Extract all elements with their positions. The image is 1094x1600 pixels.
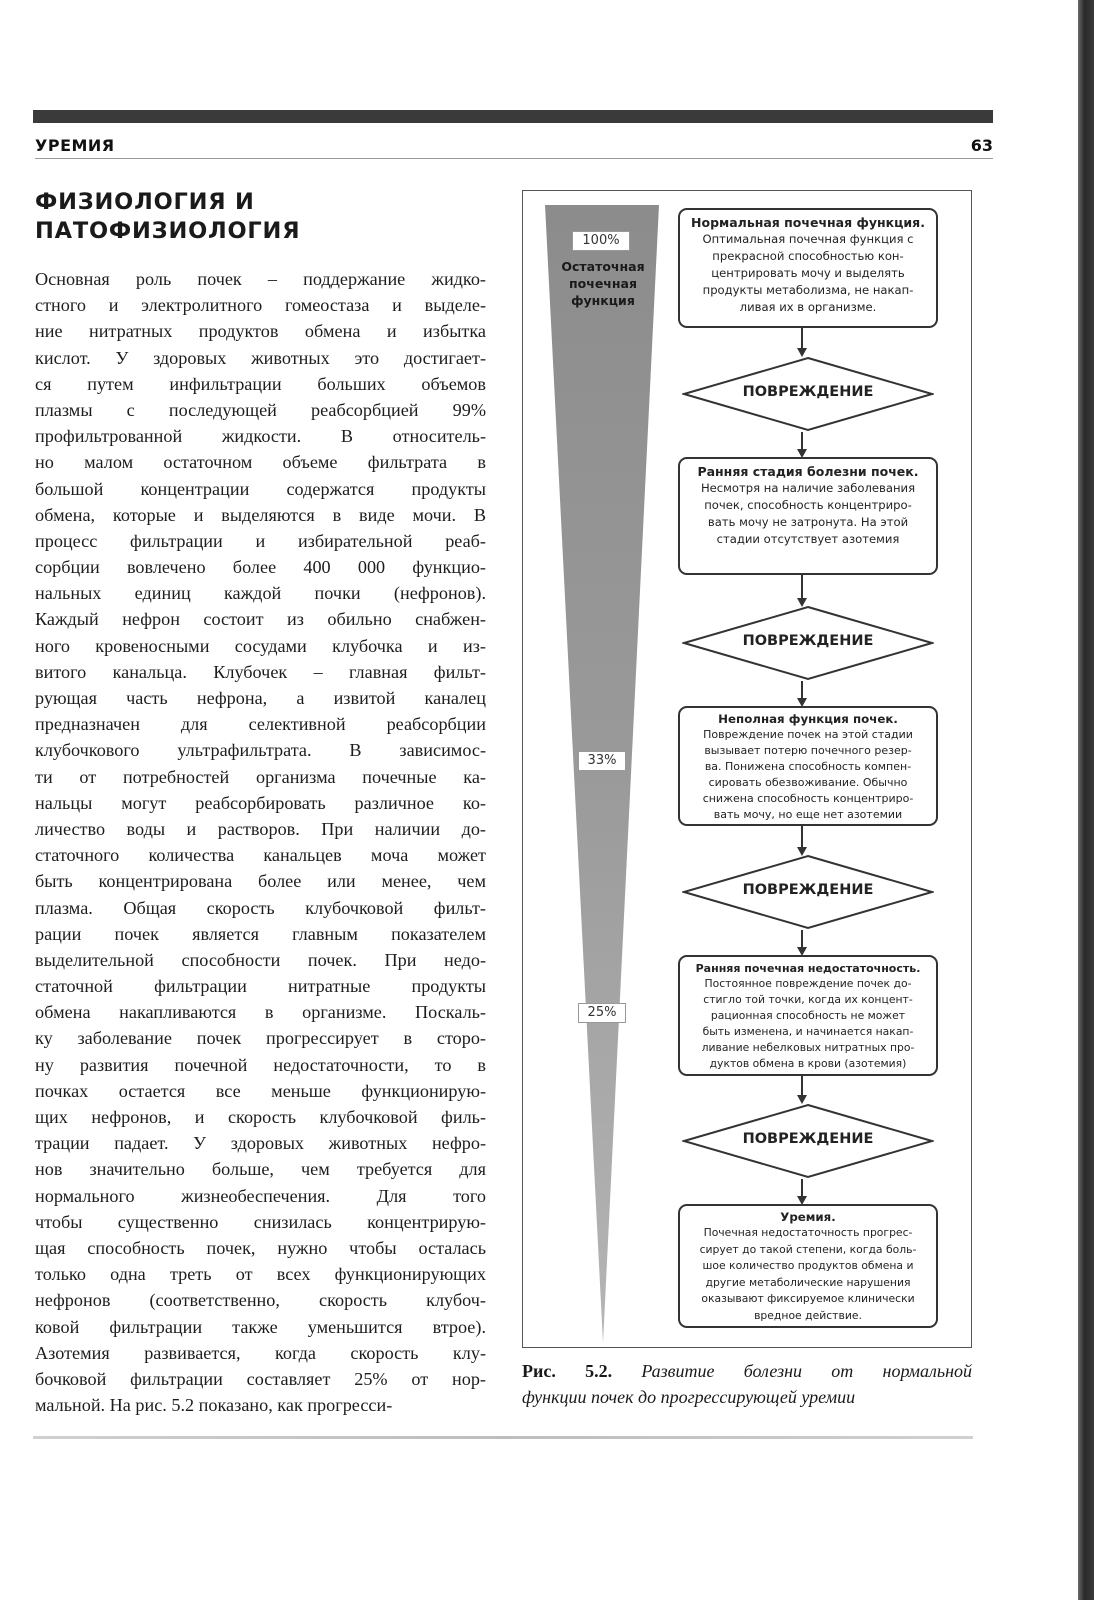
body-line: бочковой фильтрации составляет 25% от нор- — [35, 1368, 486, 1389]
stage-text: Повреждение почек на этой стадии вызывает потерю почечного резер- ва. Понижена способность компен- сировать обезвоживание. Обычно снижена способность концентриро- вать мочу, но еще нет азотемии — [702, 728, 914, 821]
arrow-down-icon — [796, 930, 808, 956]
percent-marker-100: 100% — [572, 231, 630, 251]
body-line: Основная роль почек – поддержание жидко- — [35, 269, 486, 289]
body-line: обмена накапливаются в организме. Поскаль- — [35, 1002, 486, 1023]
arrow-down-icon — [796, 575, 808, 607]
body-line: ти от потребностей организма почечные ка- — [35, 766, 486, 787]
header-bar — [33, 110, 993, 123]
damage-diamond-1 — [682, 356, 934, 432]
body-line: ковой фильтрации также уменьшится втрое). — [35, 1316, 486, 1337]
percent-marker-25: 25% — [578, 1003, 626, 1023]
body-line: ну развития почечной недостаточности, то в — [35, 1054, 486, 1075]
stage-box-normal — [678, 208, 938, 328]
body-line: ку заболевание почек прогрессирует в сторо- — [35, 1028, 486, 1049]
body-line: только одна треть от всех функционирующих — [35, 1264, 486, 1285]
damage-label: ПОВРЕЖДЕНИЕ — [742, 882, 874, 898]
running-header — [35, 136, 993, 159]
stage-text: Почечная недостаточность прогрес- сирует до такой степени, когда боль- шое количество продуктов обмена и другие метаболические нарушения оказывают фиксируемое клинически вредное действие. — [699, 1226, 917, 1322]
arrow-down-icon — [796, 681, 808, 707]
stage-title: Нормальная почечная функция. — [691, 215, 925, 230]
body-line: ние нитратных продуктов обмена и избытка — [35, 321, 486, 342]
body-line: большой концентрации содержатся продукты — [35, 478, 486, 499]
body-line: процесс фильтрации и избирательной реаб- — [35, 530, 486, 551]
body-line: сорбции вовлечено более 400 000 функцио- — [35, 557, 486, 578]
arrow-down-icon — [796, 1076, 808, 1104]
caption-text-2: функции почек до прогрессирующей уремии — [522, 1387, 856, 1407]
stage-text: Несмотря на наличие заболевания почек, способность концентриро- вать мочу не затронута. На этой стадии отсутствует азотемия — [700, 481, 916, 546]
damage-diamond-3 — [682, 854, 934, 930]
percent-marker-33: 33% — [578, 751, 626, 771]
caption-text-1: Развитие болезни от нормальной — [641, 1361, 973, 1381]
body-line: ного кровеносными сосудами клубочка и из- — [35, 635, 486, 656]
body-line: нальных единиц каждой почки (нефронов). — [35, 583, 486, 604]
stage-title: Ранняя стадия болезни почек. — [697, 464, 919, 479]
body-line: почках остается все меньше функционирую- — [35, 1080, 486, 1101]
body-line: витого канальца. Клубочек – главная фильт- — [35, 661, 486, 682]
body-line: нальцы могут реабсорбировать различное ко- — [35, 792, 486, 813]
running-title: УРЕМИЯ — [35, 136, 115, 155]
body-line: быть концентрирована более или менее, чем — [35, 871, 486, 892]
body-line: щая способность почек, нужно чтобы осталась — [35, 1237, 486, 1258]
stage-box-early-renal-failure — [678, 955, 938, 1076]
body-line: предназначен для селективной реабсорбции — [35, 714, 486, 735]
body-line: выделительной способности почек. При недо- — [35, 949, 486, 970]
stage-box-early-disease — [678, 457, 938, 575]
body-line: мальной. На рис. 5.2 показано, как прогресси- — [35, 1395, 393, 1416]
body-line: статочного количества канальцев моча может — [35, 845, 486, 866]
stage-box-incomplete-function — [678, 706, 938, 826]
body-line: трации падает. У здоровых животных нефро- — [35, 1133, 486, 1154]
arrow-down-icon — [796, 826, 808, 856]
damage-diamond-2 — [682, 605, 934, 681]
body-line: Азотемия развивается, когда скорость клу- — [35, 1342, 486, 1363]
body-line: кислот. У здоровых животных это достигает- — [35, 347, 486, 368]
body-line: рации почек является главным показателем — [35, 923, 486, 944]
body-line: нормального жизнеобеспечения. Для того — [35, 1185, 486, 1206]
stage-title: Неполная функция почек. — [718, 712, 898, 726]
body-line: щих нефронов, и скорость клубочковой филь- — [35, 1107, 486, 1127]
body-line: нефронов (соответственно, скорость клубоч- — [35, 1290, 486, 1311]
damage-label: ПОВРЕЖДЕНИЕ — [742, 384, 874, 400]
body-line: стного и электролитного гомеостаза и выделе- — [35, 295, 486, 316]
caption-label: Рис. 5.2. — [522, 1361, 613, 1381]
residual-function-wedge — [545, 205, 665, 1345]
damage-label: ПОВРЕЖДЕНИЕ — [742, 1131, 874, 1147]
wedge-label: Остаточная почечная функция — [561, 259, 645, 308]
bottom-rule — [33, 1436, 973, 1439]
stage-title: Уремия. — [780, 1210, 836, 1224]
stage-box-uremia — [678, 1204, 938, 1328]
body-line: плазмы с последующей реабсорбцией 99% — [35, 399, 486, 420]
body-line: Каждый нефрон состоит из обильно снабжен- — [35, 609, 486, 630]
body-line: статочной фильтрации нитратные продукты — [35, 976, 486, 997]
body-text — [35, 266, 486, 1418]
body-line: плазма. Общая скорость клубочковой фильт- — [35, 897, 486, 918]
body-line: нов значительно больше, чем требуется для — [35, 1159, 486, 1180]
body-line: ся путем инфильтрации больших объемов — [35, 373, 486, 394]
section-title: ФИЗИОЛОГИЯ И ПАТОФИЗИОЛОГИЯ — [35, 189, 301, 244]
body-line: рующая часть нефрона, а извитой каналец — [35, 688, 486, 708]
body-line: клубочкового ультрафильтрата. В зависимос- — [35, 740, 486, 761]
figure-caption — [522, 1358, 972, 1410]
body-line: личество воды и растворов. При наличии до- — [35, 818, 486, 839]
damage-label: ПОВРЕЖДЕНИЕ — [742, 633, 874, 649]
body-line: обмена, которые и выделяются в виде мочи. В — [35, 504, 486, 525]
arrow-down-icon — [796, 432, 808, 458]
arrow-down-icon — [796, 328, 808, 358]
arrow-down-icon — [796, 1179, 808, 1205]
body-line: но малом остаточном объеме фильтрата в — [35, 452, 486, 473]
body-line: профильтрованной жидкости. В относитель- — [35, 426, 486, 447]
page-number: 63 — [970, 136, 993, 155]
page-binding-edge — [1078, 0, 1094, 1600]
stage-text: Постоянное повреждение почек до- стигло той точки, когда их концент- рационная способность не может быть изменена, и начинается накап- ливание небелковых нитратных про- дуктов обмена в крови (азотемия) — [701, 977, 915, 1070]
damage-diamond-4 — [682, 1103, 934, 1179]
stage-text: Оптимальная почечная функция с прекрасной способностью кон- центрировать мочу и выделять продукты метаболизма, не накап- ливая их в организме. — [702, 232, 914, 314]
stage-title: Ранняя почечная недостаточность. — [695, 962, 921, 975]
body-line: чтобы существенно снизилась концентрирую- — [35, 1211, 486, 1232]
